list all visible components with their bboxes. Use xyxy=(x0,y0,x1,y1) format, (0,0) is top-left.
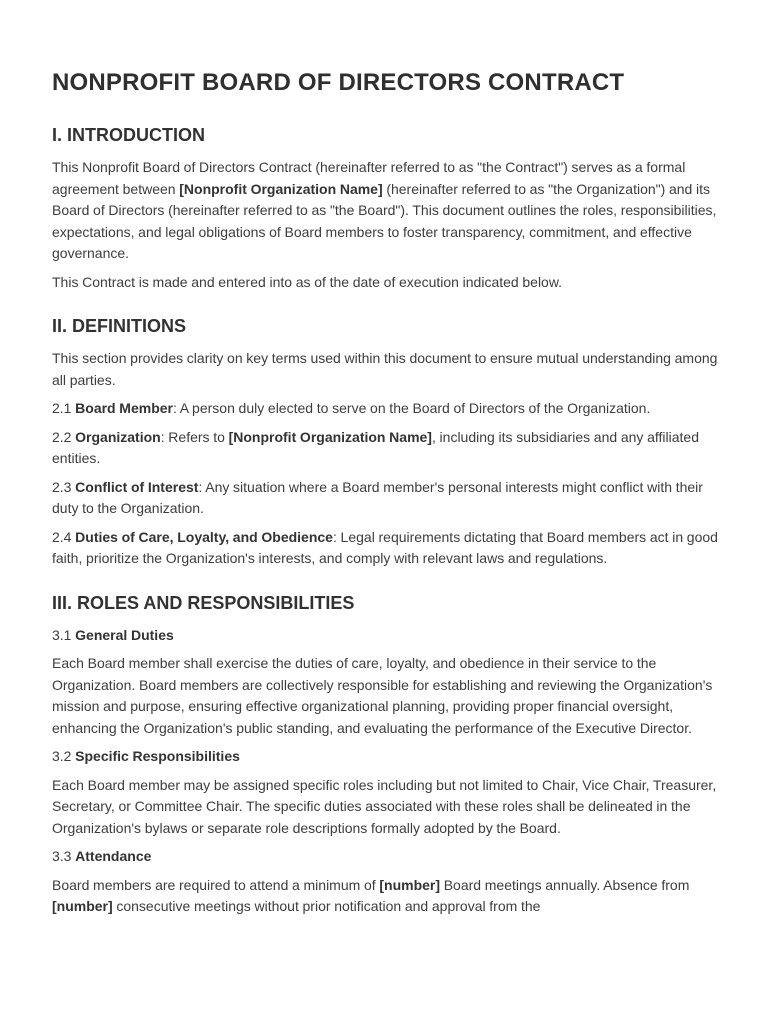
text-run: Each Board member may be assigned specific roles including but not limited to Chair, Vice Chair, Treasurer, Secretary, or Committee Chair. The specific duties associated with these roles shall be delineated in the Organization's bylaws or separate role descriptions formally adopted by the Board. xyxy=(52,776,717,836)
paragraph xyxy=(52,157,718,265)
paragraph xyxy=(52,625,718,647)
paragraph xyxy=(52,875,718,918)
bold-text-run: [number] xyxy=(52,898,113,914)
paragraph xyxy=(52,348,718,391)
text-run: : A person duly elected to serve on the Board of Directors of the Organization. xyxy=(172,400,651,416)
bold-text-run: [Nonprofit Organization Name] xyxy=(179,180,383,197)
paragraph xyxy=(52,775,718,840)
paragraph xyxy=(52,746,718,768)
bold-text-run: Duties of Care, Loyalty, and Obedience xyxy=(75,528,333,545)
bold-text-run: [Nonprofit Organization Name] xyxy=(228,428,432,445)
text-run: 2.3 xyxy=(52,478,76,495)
paragraph xyxy=(52,272,718,294)
text-run: : Refers to xyxy=(160,428,229,445)
paragraph xyxy=(52,846,718,868)
bold-text-run: Board Member xyxy=(75,400,173,416)
text-run: : Legal requirements dictating that Board members act in good faith, prioritize the Organization's interests, and comply with relevant laws and regulations. xyxy=(52,528,718,566)
text-run: 2.2 xyxy=(52,428,76,445)
text-run: 3.2 xyxy=(52,748,76,764)
text-run: This Contract is made and entered into as of the date of execution indicated below. xyxy=(52,273,563,290)
text-run: This section provides clarity on key terms used within this document to ensure mutual understanding among all parties. xyxy=(52,350,718,388)
text-run: Each Board member shall exercise the duties of care, loyalty, and obedience in their service to the Organization. Board members are collectively responsible for establishing and reviewing the Organization's mission and purpose, ensuring effective organizational planning, providing proper financial oversight, enhancing the Organization's public standing, and evaluating the performance of the Executive Director. xyxy=(52,655,713,736)
text-run: 3.3 xyxy=(52,848,76,864)
bold-text-run: Conflict of Interest xyxy=(75,478,199,495)
text-run: , including its subsidiaries and any affiliated entities. xyxy=(52,428,700,466)
bold-text-run: Specific Responsibilities xyxy=(75,748,240,764)
text-run: Board meetings annually. Absence from xyxy=(440,876,690,893)
text-run: : Any situation where a Board member's personal interests might conflict with their duty to the Organization. xyxy=(52,478,703,516)
text-run: 3.1 xyxy=(52,626,76,643)
text-run: This Nonprofit Board of Directors Contract (hereinafter referred to as "the Contract") serves as a formal agreement between xyxy=(52,159,686,197)
text-run: consecutive meetings without prior notification and approval from the xyxy=(112,898,541,914)
bold-text-run: III. ROLES AND RESPONSIBILITIES xyxy=(52,592,355,613)
paragraph xyxy=(52,427,718,470)
bold-text-run: II. DEFINITIONS xyxy=(52,316,187,336)
text-run: (hereinafter referred to as "the Organization") and its Board of Directors (hereinafter referred to as "the Board"). This document outlines the roles, responsibilities, expectations, and legal obligations of Board members to foster transparency, commitment, and effective governance. xyxy=(52,180,717,261)
bold-text-run: I. INTRODUCTION xyxy=(52,125,205,145)
text-run: 2.4 xyxy=(52,528,76,545)
paragraph xyxy=(52,653,718,739)
text-run: 2.1 xyxy=(52,400,76,416)
section-heading xyxy=(52,591,718,615)
section-heading xyxy=(52,123,718,147)
bold-text-run: Attendance xyxy=(75,848,152,864)
paragraph xyxy=(52,477,718,520)
bold-text-run: NONPROFIT BOARD OF DIRECTORS CONTRACT xyxy=(52,69,625,96)
document-body xyxy=(52,68,718,918)
paragraph xyxy=(52,527,718,570)
text-run: Board members are required to attend a minimum of xyxy=(52,876,380,893)
document-title xyxy=(52,68,718,98)
bold-text-run: Organization xyxy=(75,428,161,445)
bold-text-run: [number] xyxy=(379,876,441,893)
bold-text-run: General Duties xyxy=(75,626,174,643)
section-heading xyxy=(52,314,718,338)
paragraph xyxy=(52,398,718,420)
